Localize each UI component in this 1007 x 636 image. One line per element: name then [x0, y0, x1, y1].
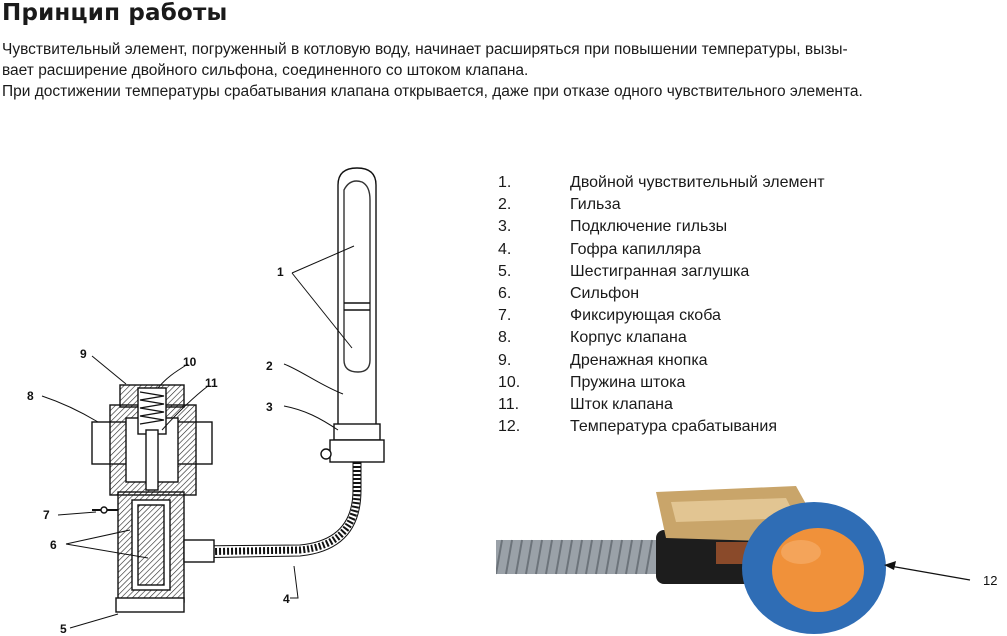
callout-12: 12	[983, 573, 998, 588]
legend-label: Пружина штока	[570, 373, 686, 391]
legend-label: Корпус клапана	[570, 329, 687, 347]
legend-label: Шестигранная заглушка	[570, 262, 750, 280]
page-title: Принцип работы	[2, 0, 228, 26]
legend-label: Сильфон	[570, 285, 640, 303]
callout-7: 7	[43, 508, 50, 522]
callout-4: 4	[283, 592, 290, 606]
legend-number: 5.	[498, 262, 512, 280]
intro-line-1: Чувствительный элемент, погруженный в котловую воду, начинает расширяться при повышении температуры, вызы-	[2, 41, 848, 58]
callout-6: 6	[50, 538, 57, 552]
legend-label: Температура срабатывания	[570, 418, 777, 436]
legend-label: Гильза	[570, 196, 621, 214]
legend-number: 1.	[498, 174, 512, 191]
legend-number: 12.	[498, 418, 521, 436]
legend-label: Гофра капилляра	[570, 240, 701, 258]
callout-8: 8	[27, 389, 34, 403]
callout-10: 10	[183, 355, 197, 369]
legend-number: 9.	[498, 351, 512, 369]
callout-5: 5	[60, 622, 67, 636]
callout-3: 3	[266, 400, 273, 414]
legend-number: 3.	[498, 218, 512, 236]
legend-number: 2.	[498, 196, 512, 214]
legend-label: Подключение гильзы	[570, 218, 728, 236]
callout-2: 2	[266, 359, 273, 373]
callout-11: 11	[205, 376, 218, 390]
intro-line-3: При достижении температуры срабатывания клапана открывается, даже при отказе одного чувствительного элемента.	[2, 83, 863, 100]
callout-9: 9	[80, 347, 87, 361]
legend-number: 6.	[498, 285, 512, 303]
legend-label: Шток клапана	[570, 396, 673, 414]
legend-number: 11.	[498, 396, 520, 414]
legend-label: Двойной чувствительный элемент	[570, 174, 825, 191]
intro-line-2: вает расширение двойного сильфона, соединенного со штоком клапана.	[2, 62, 529, 79]
legend-number: 8.	[498, 329, 512, 347]
legend-number: 4.	[498, 240, 512, 258]
legend-number: 7.	[498, 307, 512, 325]
legend-label: Дренажная кнопка	[570, 351, 708, 369]
legend-number: 10.	[498, 373, 521, 391]
legend-label: Фиксирующая скоба	[570, 307, 721, 325]
callout-1: 1	[277, 265, 284, 279]
